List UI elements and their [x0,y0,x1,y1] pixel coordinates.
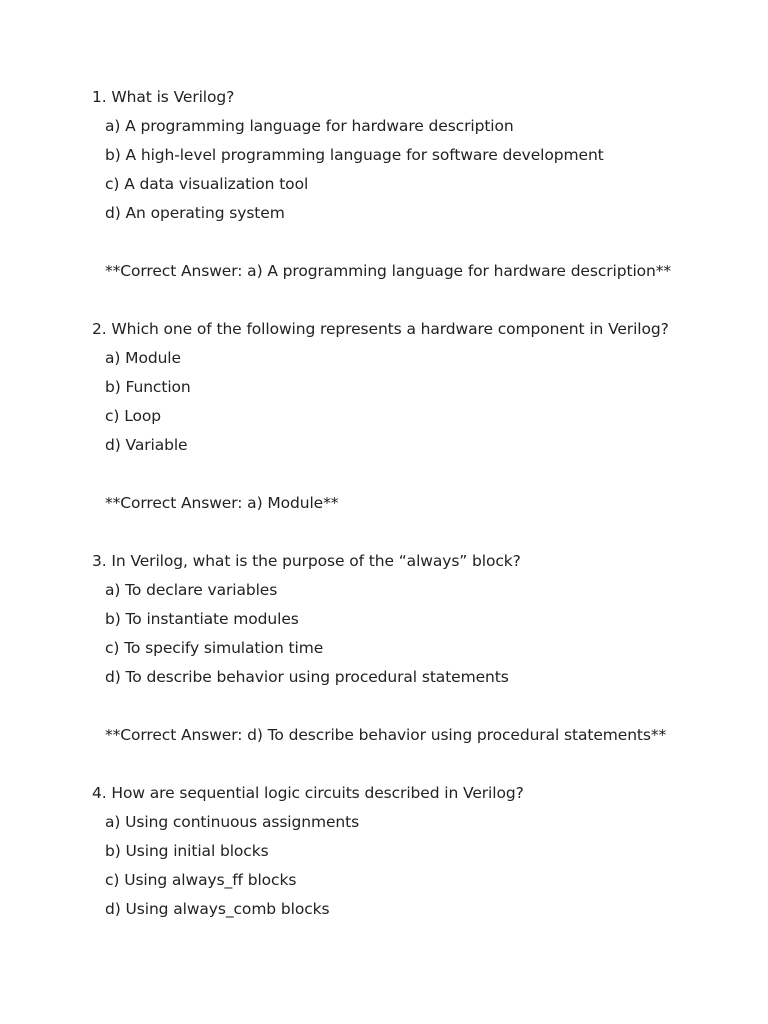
question-2-option-d: d) Variable [105,436,188,454]
question-4-option-a: a) Using continuous assignments [105,813,360,831]
question-2-correct-answer: **Correct Answer: a) Module** [105,494,339,512]
question-1-option-c: c) A data visualization tool [105,175,309,193]
question-3-option-a: a) To declare variables [105,581,278,599]
question-1-option-d: d) An operating system [105,204,285,222]
question-3-text: 3. In Verilog, what is the purpose of the “always” block? [92,552,521,570]
question-3-option-c: c) To specify simulation time [105,639,324,657]
question-2-option-b: b) Function [105,378,191,396]
question-3-correct-answer: **Correct Answer: d) To describe behavior using procedural statements** [105,726,667,744]
question-2-option-c: c) Loop [105,407,161,425]
question-1-correct-answer: **Correct Answer: a) A programming language for hardware description** [105,262,672,280]
question-4-option-d: d) Using always_comb blocks [105,900,330,918]
question-1-option-a: a) A programming language for hardware description [105,117,514,135]
question-3-option-b: b) To instantiate modules [105,610,299,628]
question-1-option-b: b) A high-level programming language for software development [105,146,604,164]
question-2-option-a: a) Module [105,349,181,367]
question-1-text: 1. What is Verilog? [92,88,235,106]
question-3-option-d: d) To describe behavior using procedural statements [105,668,509,686]
question-2-text: 2. Which one of the following represents a hardware component in Verilog? [92,320,669,338]
question-4-option-c: c) Using always_ff blocks [105,871,297,889]
question-4-option-b: b) Using initial blocks [105,842,269,860]
question-4-text: 4. How are sequential logic circuits described in Verilog? [92,784,524,802]
